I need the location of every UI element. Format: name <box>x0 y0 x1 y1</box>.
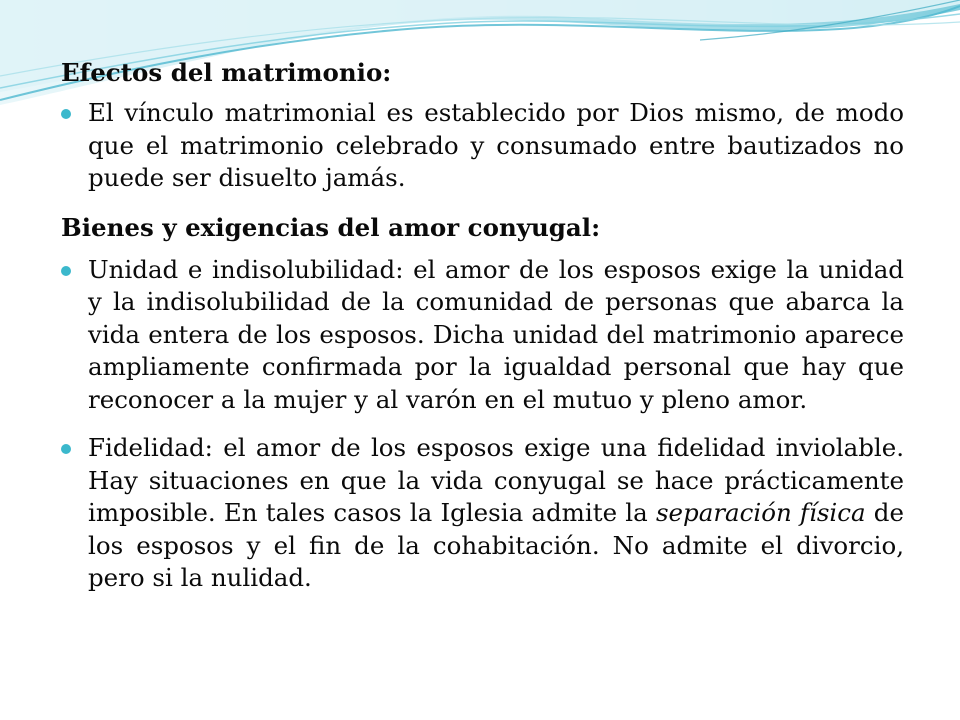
heading-efectos: Efectos del matrimonio: <box>61 58 392 87</box>
slide-content <box>61 56 904 595</box>
heading-bienes: Bienes y exigencias del amor conyugal: <box>61 212 601 242</box>
bullet-text: Unidad e indisolubilidad: el amor de los esposos exige la unidad y la indisolubilidad de la comunidad de personas que abarca la vida entera de los esposos. Dicha unidad del matrimonio aparece ampliamente confirmada por la igualdad personal que hay que reconocer a la mujer y al varón en el mutuo y pleno amor. <box>88 254 904 414</box>
bullet-vinculo <box>61 97 904 195</box>
bullet-fidelidad <box>61 432 904 595</box>
bullet-text: El vínculo matrimonial es establecido por Dios mismo, de modo que el matrimonio celebrado y consumado entre bautizados no puede ser disuelto jamás. <box>88 98 904 192</box>
bullet-unidad <box>61 254 904 417</box>
bullet-icon <box>61 444 71 454</box>
bullet-text-italic: separación física <box>655 498 866 527</box>
bullet-icon <box>61 266 71 276</box>
bullet-icon <box>61 109 71 119</box>
bullet-text-start: Fidelidad: el amor de los esposos exige una fidelidad inviolable. Hay situaciones en que la vida conyugal se hace prácticamente imposible. En tales casos la Iglesia admite la <box>88 433 904 527</box>
bullet-text-end: de los esposos y el fin de la cohabitación. No admite el divorcio, pero si la nulidad. <box>88 498 904 592</box>
